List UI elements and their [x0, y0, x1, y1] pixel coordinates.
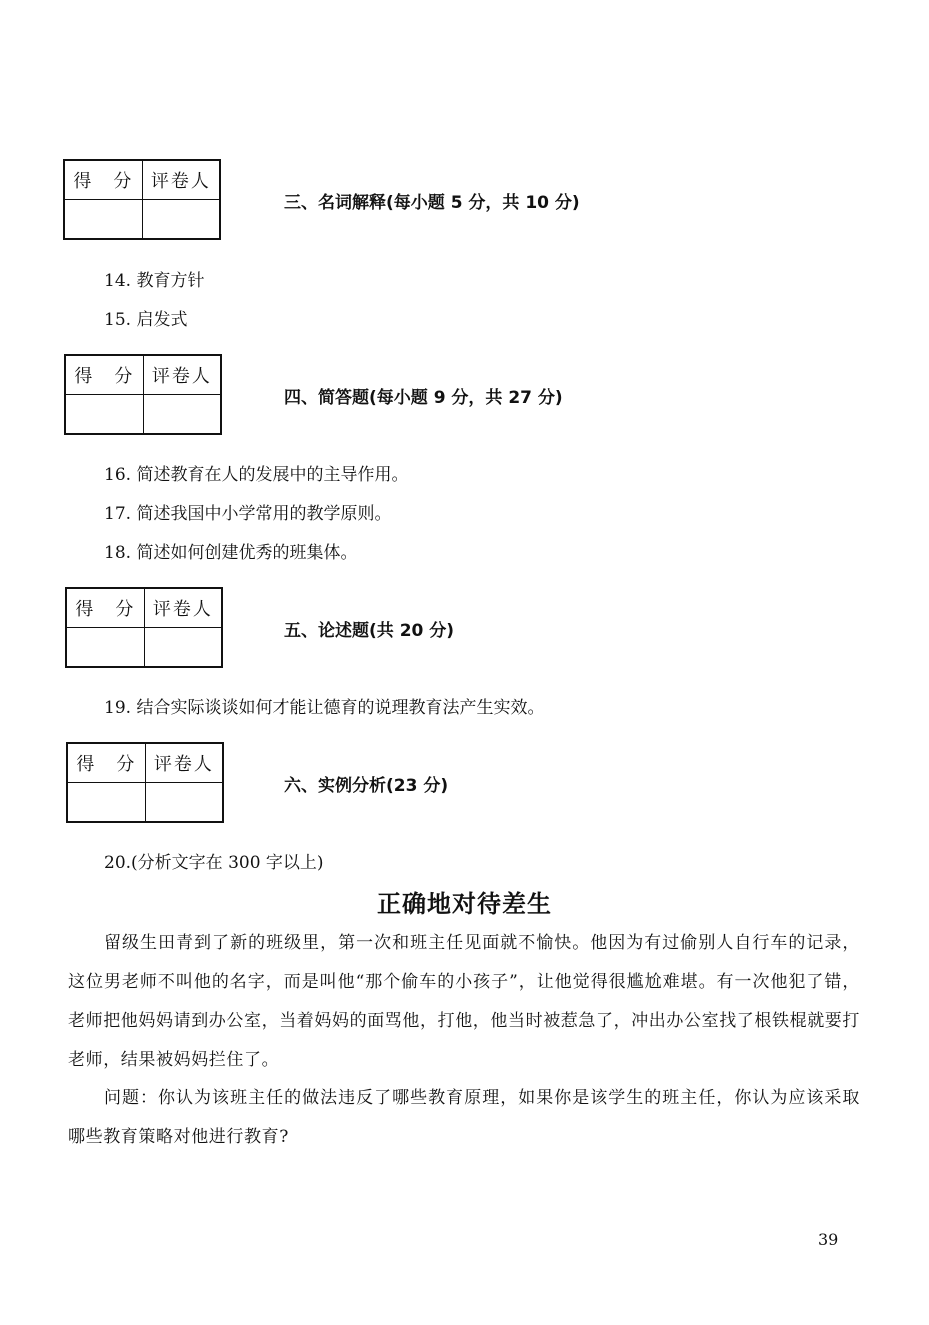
page-number: 39 — [818, 1230, 839, 1249]
score-cell[interactable] — [66, 628, 144, 668]
question-16: 16. 简述教育在人的发展中的主导作用。 — [104, 465, 409, 485]
grader-label: 评卷人 — [143, 355, 221, 395]
section-5-title: 五、论述题(共 20 分) — [284, 621, 455, 641]
case-paragraph-1: 留级生田青到了新的班级里，第一次和班主任见面就不愉快。他因为有过偷别人自行车的记录，这位男老师不叫他的名字，而是叫他“那个偷车的小孩子”，让他觉得很尴尬难堪。有一次他犯了错，老师把他妈妈请到办公室，当着妈妈的面骂他，打他，他当时被惹急了，冲出办公室找了根铁棍就要打老师，结果被妈妈拦住了。 — [68, 933, 860, 1070]
grader-label: 评卷人 — [142, 160, 220, 200]
score-cell[interactable] — [67, 783, 145, 823]
question-17: 17. 简述我国中小学常用的教学原则。 — [104, 504, 392, 524]
question-19: 19. 结合实际谈谈如何才能让德育的说理教育法产生实效。 — [104, 698, 545, 718]
score-table-section-4 — [64, 354, 222, 435]
question-14: 14. 教育方针 — [104, 271, 205, 291]
grader-cell[interactable] — [143, 395, 221, 435]
section-6-title: 六、实例分析(23 分) — [284, 776, 449, 796]
score-cell[interactable] — [64, 200, 142, 240]
score-cell[interactable] — [65, 395, 143, 435]
score-label: 得 分 — [64, 160, 142, 200]
score-label: 得 分 — [65, 355, 143, 395]
score-table-section-5 — [65, 587, 223, 668]
score-table-section-3 — [63, 159, 221, 240]
question-18: 18. 简述如何创建优秀的班集体。 — [104, 543, 358, 563]
score-table-section-6 — [66, 742, 224, 823]
question-20: 20.(分析文字在 300 字以上) — [104, 853, 324, 873]
grader-label: 评卷人 — [145, 743, 223, 783]
grader-label: 评卷人 — [144, 588, 222, 628]
grader-cell[interactable] — [144, 628, 222, 668]
case-question: 问题：你认为该班主任的做法违反了哪些教育原理，如果你是该学生的班主任，你认为应该采取哪些教育策略对他进行教育? — [68, 1088, 860, 1147]
section-3-title: 三、名词解释(每小题 5 分，共 10 分) — [284, 193, 580, 213]
score-label: 得 分 — [67, 743, 145, 783]
grader-cell[interactable] — [142, 200, 220, 240]
grader-cell[interactable] — [145, 783, 223, 823]
score-label: 得 分 — [66, 588, 144, 628]
section-4-title: 四、简答题(每小题 9 分，共 27 分) — [284, 388, 563, 408]
question-15: 15. 启发式 — [104, 310, 188, 330]
case-title: 正确地对待差生 — [377, 890, 552, 918]
